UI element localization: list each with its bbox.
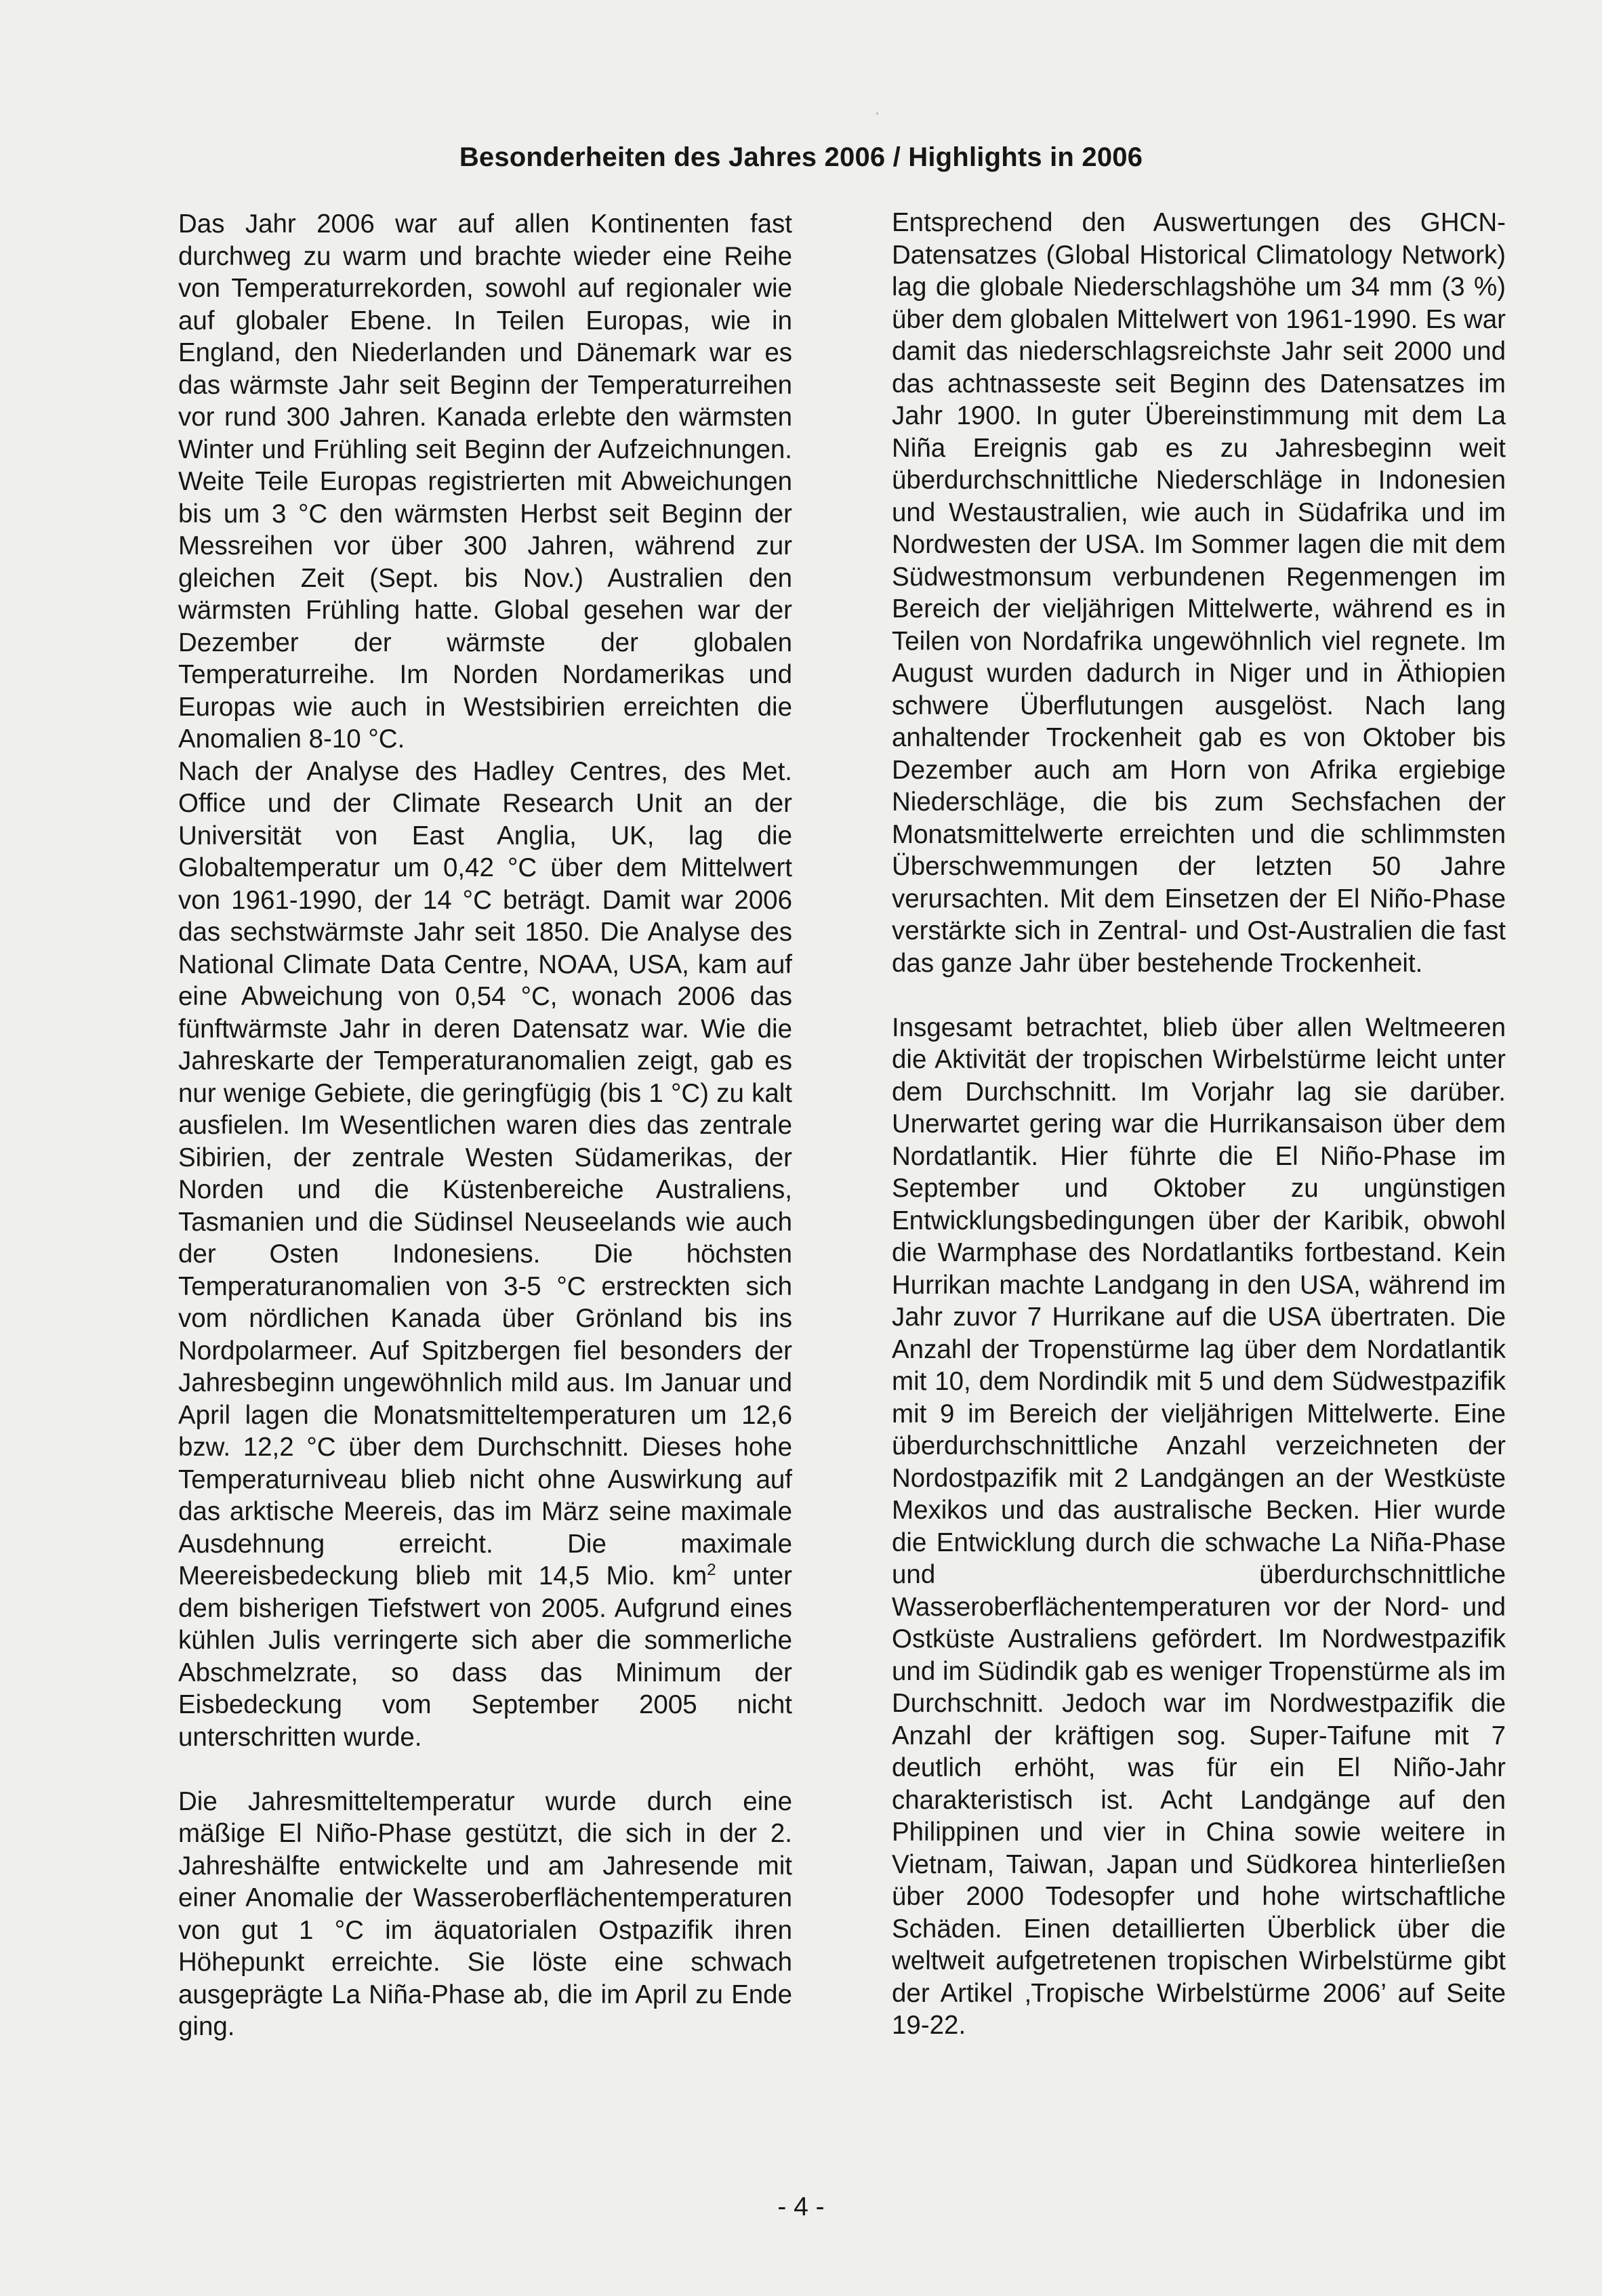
page-number: - 4 - [777,2192,825,2221]
paragraph-gap [892,979,1506,1012]
right-paragraph-1: Entsprechend den Auswertungen des GHCN-Datensatzes (Global Historical Climatology Network) lag die globale Niederschlagshöhe um 34 mm (3 %) über dem globalen Mittelwert von 1961-1990. Es war damit das niederschlagsreichste Jahr seit 2000 und das achtnasseste seit Beginn des Datensatzes im Jahr 1900. In guter Übereinstimmung mit dem La Niña Ereignis gab es zu Jahresbeginn weit überdurchschnittliche Niederschläge in Indonesien und Westaustralien, wie auch in Südafrika und im Nordwesten der USA. Im Sommer lagen die mit dem Südwestmonsum verbundenen Regenmengen im Bereich der vieljährigen Mittelwerte, während es in Teilen von Nordafrika ungewöhnlich viel regnete. Im August wurden dadurch in Niger und in Äthiopien schwere Überflutungen ausgelöst. Nach lang anhaltender Trockenheit gab es von Oktober bis Dezember auch am Horn von Afrika ergiebige Niederschläge, die bis zum Sechsfachen der Monatsmittelwerte erreichten und die schlimmsten Überschwemmungen der letzten 50 Jahre verursachten. Mit dem Einsetzen der El Niño-Phase verstärkte sich in Zentral- und Ost-Australien die fast das ganze Jahr über bestehende Trockenheit. [892,208,1506,978]
left-column [178,208,792,2043]
paragraph-gap [178,1753,792,1786]
scan-speck [876,112,878,115]
left-paragraph-3: Die Jahresmitteltemperatur wurde durch eine mäßige El Niño-Phase gestützt, die sich in der 2. Jahreshälfte entwickelte und am Jahresende mit einer Anomalie der Wasseroberflächentemperaturen von gut 1 °C im äquatorialen Ostpazifik ihren Höhepunkt erreichte. Sie löste eine schwach ausgeprägte La Niña-Phase ab, die im April zu Ende ging. [178,1786,792,2041]
right-paragraph-2: Insgesamt betrachtet, blieb über allen Weltmeeren die Aktivität der tropischen Wirbelstürme leicht unter dem Durchschnitt. Im Vorjahr lag sie darüber. Unerwartet gering war die Hurrikansaison über dem Nordatlantik. Hier führte die El Niño-Phase im September und Oktober zu ungünstigen Entwicklungsbedingungen über der Karibik, obwohl die Warmphase des Nordatlantiks fortbestand. Kein Hurrikan machte Landgang in den USA, während im Jahr zuvor 7 Hurrikane auf die USA übertraten. Die Anzahl der Tropenstürme lag über dem Nordatlantik mit 10, dem Nordindik mit 5 und dem Südwestpazifik mit 9 im Bereich der vieljährigen Mittelwerte. Eine überdurchschnittliche Anzahl verzeichneten der Nordostpazifik mit 2 Landgängen an der Westküste Mexikos und das australische Becken. Hier wurde die Entwicklung durch die schwache La Niña-Phase und überdurchschnittliche Wasseroberflächentemperaturen vor der Nord- und Ostküste Australiens gefördert. Im Nordwestpazifik und im Südindik gab es weniger Tropenstürme als im Durchschnitt. Jedoch war im Nordwestpazifik die Anzahl der kräftigen sog. Super-Taifune mit 7 deutlich erhöht, was für ein El Niño-Jahr charakteristisch ist. Acht Landgänge auf den Philippinen und vier in China sowie weitere in Vietnam, Taiwan, Japan und Südkorea hinterließen über 2000 Todesopfer und hohe wirtschaftliche Schäden. Einen detaillierten Überblick über die weltweit aufgetretenen tropischen Wirbelstürme gibt der Artikel ‚Tropische Wirbelstürme 2006’ auf Seite 19-22. [892,1012,1506,2040]
right-column [892,207,1506,2042]
left-paragraph-2-text-b: unter dem bisherigen Tiefstwert von 2005. Aufgrund eines kühlen Julis verringerte sich aber die sommerliche Abschmelzrate, so dass das Minimum der Eisbedeckung vom September 2005 nicht unterschritten wurde. [178,1561,792,1752]
page-title: Besonderheiten des Jahres 2006 / Highlights in 2006 [459,142,1143,172]
left-paragraph-2 [178,756,792,1754]
left-paragraph-2-text-a: Nach der Analyse des Hadley Centres, des Met. Office und der Climate Research Unit an der Universität von East Anglia, UK, lag die Globaltemperatur um 0,42 °C über dem Mittelwert von 1961-1990, der 14 °C beträgt. Damit war 2006 das sechstwärmste Jahr seit 1850. Die Analyse des National Climate Data Centre, NOAA, USA, kam auf eine Abweichung von 0,54 °C, wonach 2006 das fünftwärmste Jahr in deren Datensatz war. Wie die Jahreskarte der Temperaturanomalien zeigt, gab es nur wenige Gebiete, die geringfügig (bis 1 °C) zu kalt ausfielen. Im Wesentlichen waren dies das zentrale Sibirien, der zentrale Westen Südamerikas, der Norden und die Küstenbereiche Australiens, Tasmanien und die Südinsel Neuseelands wie auch der Osten Indonesiens. Die höchsten Temperaturanomalien von 3-5 °C erstreckten sich vom nördlichen Kanada über Grönland bis ins Nordpolarmeer. Auf Spitzbergen fiel besonders der Jahresbeginn ungewöhnlich mild aus. Im Januar und April lagen die Monatsmitteltemperaturen um 12,6 bzw. 12,2 °C über dem Durchschnitt. Dieses hohe Temperaturniveau blieb nicht ohne Auswirkung auf das arktische Meereis, das im März seine maximale Ausdehnung erreicht. Die maximale Meereisbedeckung blieb mit 14,5 Mio. km [178,756,792,1591]
superscript-2: 2 [707,1561,716,1580]
left-paragraph-1: Das Jahr 2006 war auf allen Kontinenten fast durchweg zu warm und brachte wieder eine Reihe von Temperaturrekorden, sowohl auf regionaler wie auf globaler Ebene. In Teilen Europas, wie in England, den Niederlanden und Dänemark war es das wärmste Jahr seit Beginn der Temperaturreihen vor rund 300 Jahren. Kanada erlebte den wärmsten Winter und Frühling seit Beginn der Aufzeichnungen. Weite Teile Europas registrierten mit Abweichungen bis um 3 °C den wärmsten Herbst seit Beginn der Messreihen vor über 300 Jahren, während zur gleichen Zeit (Sept. bis Nov.) Australien den wärmsten Frühling hatte. Global gesehen war der Dezember der wärmste der globalen Temperaturreihe. Im Norden Nordamerikas und Europas wie auch in Westsibirien erreichten die Anomalien 8-10 °C. [178,209,792,754]
